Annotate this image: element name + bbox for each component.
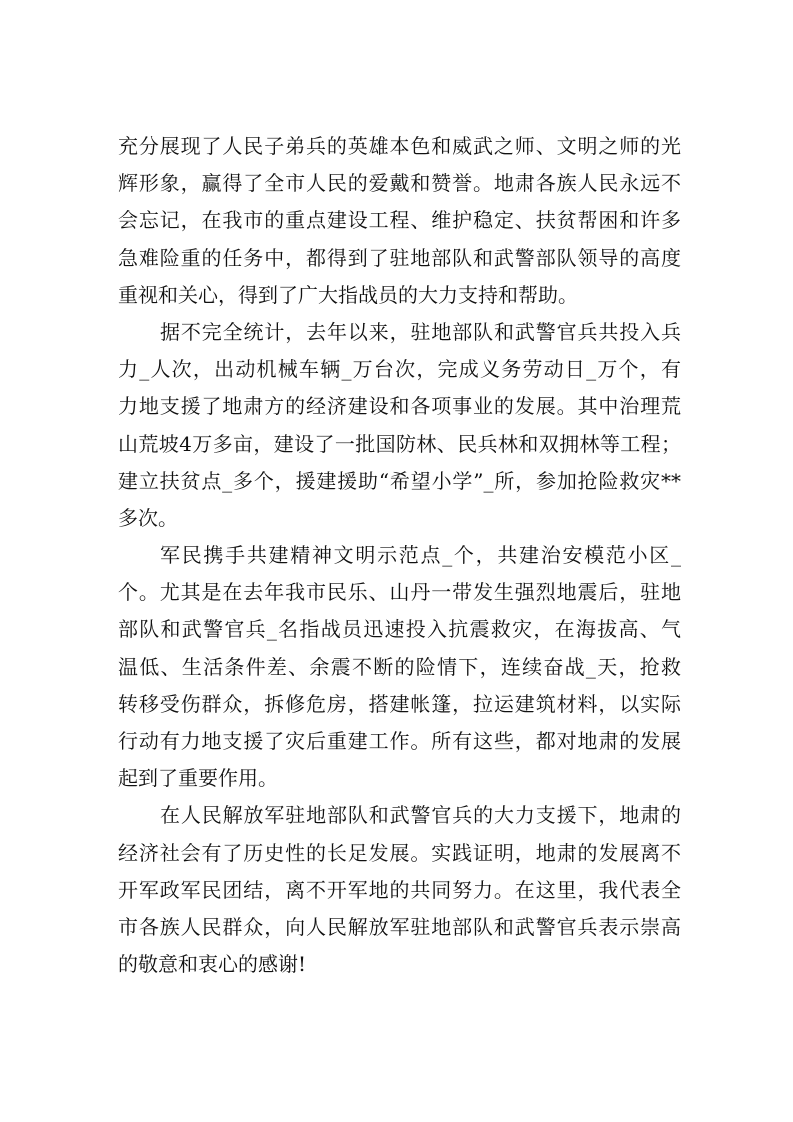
text-line: 的敬意和衷心的感谢!	[118, 952, 307, 977]
text-line: 山荒坡4万多亩，建设了一批国防林、民兵林和双拥林等工程；	[118, 431, 681, 456]
text-line: 充分展现了人民子弟兵的英雄本色和威武之师、文明之师的光	[118, 134, 681, 158]
text-line: 军民携手共建精神文明示范点_个，共建治安模范小区_	[160, 543, 681, 568]
text-line: 开军政军民团结，离不开军地的共同努力。在这里，我代表全	[118, 877, 681, 902]
text-line: 急难险重的任务中，都得到了驻地部队和武警部队领导的高度	[118, 245, 681, 270]
text-line: 辉形象，赢得了全市人民的爱戴和赞誉。地肃各族人民永远不	[118, 171, 681, 196]
text-line: 建立扶贫点_多个，援建援助“希望小学”_所，参加抢险救灾**	[118, 468, 681, 493]
text-line: 起到了重要作用。	[118, 766, 278, 791]
text-line: 经济社会有了历史性的长足发展。实践证明，地肃的发展离不	[118, 840, 681, 865]
text-line: 多次。	[118, 505, 178, 530]
paragraph	[118, 797, 681, 983]
text-line: 行动有力地支援了灾后重建工作。所有这些，都对地肃的发展	[118, 729, 681, 753]
text-line: 个。尤其是在去年我市民乐、山丹一带发生强烈地震后，驻地	[118, 580, 681, 605]
text-line: 会忘记，在我市的重点建设工程、维护稳定、扶贫帮困和许多	[118, 208, 681, 233]
text-line: 温低、生活条件差、余震不断的险情下，连续奋战_天，抢救	[118, 654, 681, 679]
paragraph	[118, 128, 681, 314]
text-line: 在人民解放军驻地部队和武警官兵的大力支援下，地肃的	[160, 803, 681, 828]
text-line: 重视和关心，得到了广大指战员的大力支持和帮助。	[118, 282, 578, 307]
text-line: 据不完全统计，去年以来，驻地部队和武警官兵共投入兵	[160, 319, 681, 344]
text-line: 力_人次，出动机械车辆_万台次，完成义务劳动日_万个，有	[118, 357, 681, 382]
paragraph	[118, 537, 681, 797]
document-body	[118, 128, 681, 983]
text-line: 市各族人民群众，向人民解放军驻地部队和武警官兵表示崇高	[118, 914, 681, 939]
paragraph	[118, 314, 681, 537]
text-line: 转移受伤群众，拆修危房，搭建帐篷，拉运建筑材料，以实际	[118, 691, 681, 716]
text-line: 力地支援了地肃方的经济建设和各项事业的发展。其中治理荒	[118, 394, 681, 419]
text-line: 部队和武警官兵_名指战员迅速投入抗震救灾，在海拔高、气	[118, 617, 681, 642]
